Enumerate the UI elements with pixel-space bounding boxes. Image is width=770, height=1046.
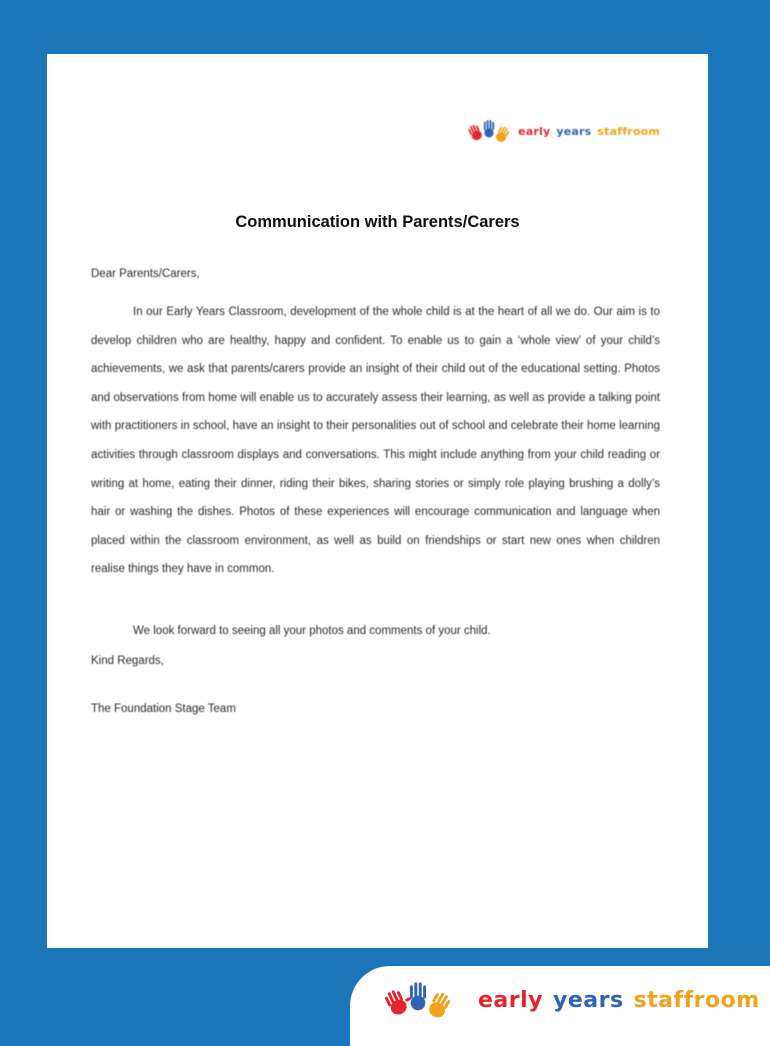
greeting: Dear Parents/Carers, xyxy=(91,268,200,280)
brand-word-early: early xyxy=(518,124,551,138)
regards: Kind Regards, xyxy=(91,654,164,667)
closing-line: We look forward to seeing all your photos and comments of your child. xyxy=(133,624,491,637)
brand-word-staffroom: staffroom xyxy=(597,124,660,138)
body-paragraph: In our Early Years Classroom, development of the whole child is at the heart of all we do. Our aim is to develop children who are healthy, happy and confident. To enable us to gain a ‘whole view’ of your child’s achievements, we ask that parents/carers provide an insight of their child out of the educational setting. Photos and observations from home will enable us to accurately assess their learning, as well as provide a talking point with practitioners in school, have an insight to their personalities out of school and celebrate their home learning activities through classroom displays and conversations. This might include anything from your child reading or writing at home, eating their dinner, riding their bikes, sharing stories or simply role playing brushing a dolly’s hair or washing the dishes. Photos of these experiences will encourage communication and language when placed within the classroom environment, as well as build on friendships or start new ones when children realise things they have in common. xyxy=(91,306,660,576)
signoff: The Foundation Stage Team xyxy=(91,702,236,715)
footer-logo xyxy=(368,978,760,1022)
handprints-logo-icon xyxy=(466,116,512,146)
document-title: Communication with Parents/Carers xyxy=(235,213,520,231)
document-page xyxy=(47,54,708,948)
brand-word-years: years xyxy=(556,124,592,138)
footer-brand-word-staffroom: staffroom xyxy=(633,987,760,1013)
footer-brand-word-years: years xyxy=(553,987,624,1013)
header-logo xyxy=(466,116,660,146)
footer-brand-word-early: early xyxy=(478,987,543,1013)
letter-body xyxy=(91,268,660,715)
handprints-logo-icon xyxy=(368,978,468,1022)
